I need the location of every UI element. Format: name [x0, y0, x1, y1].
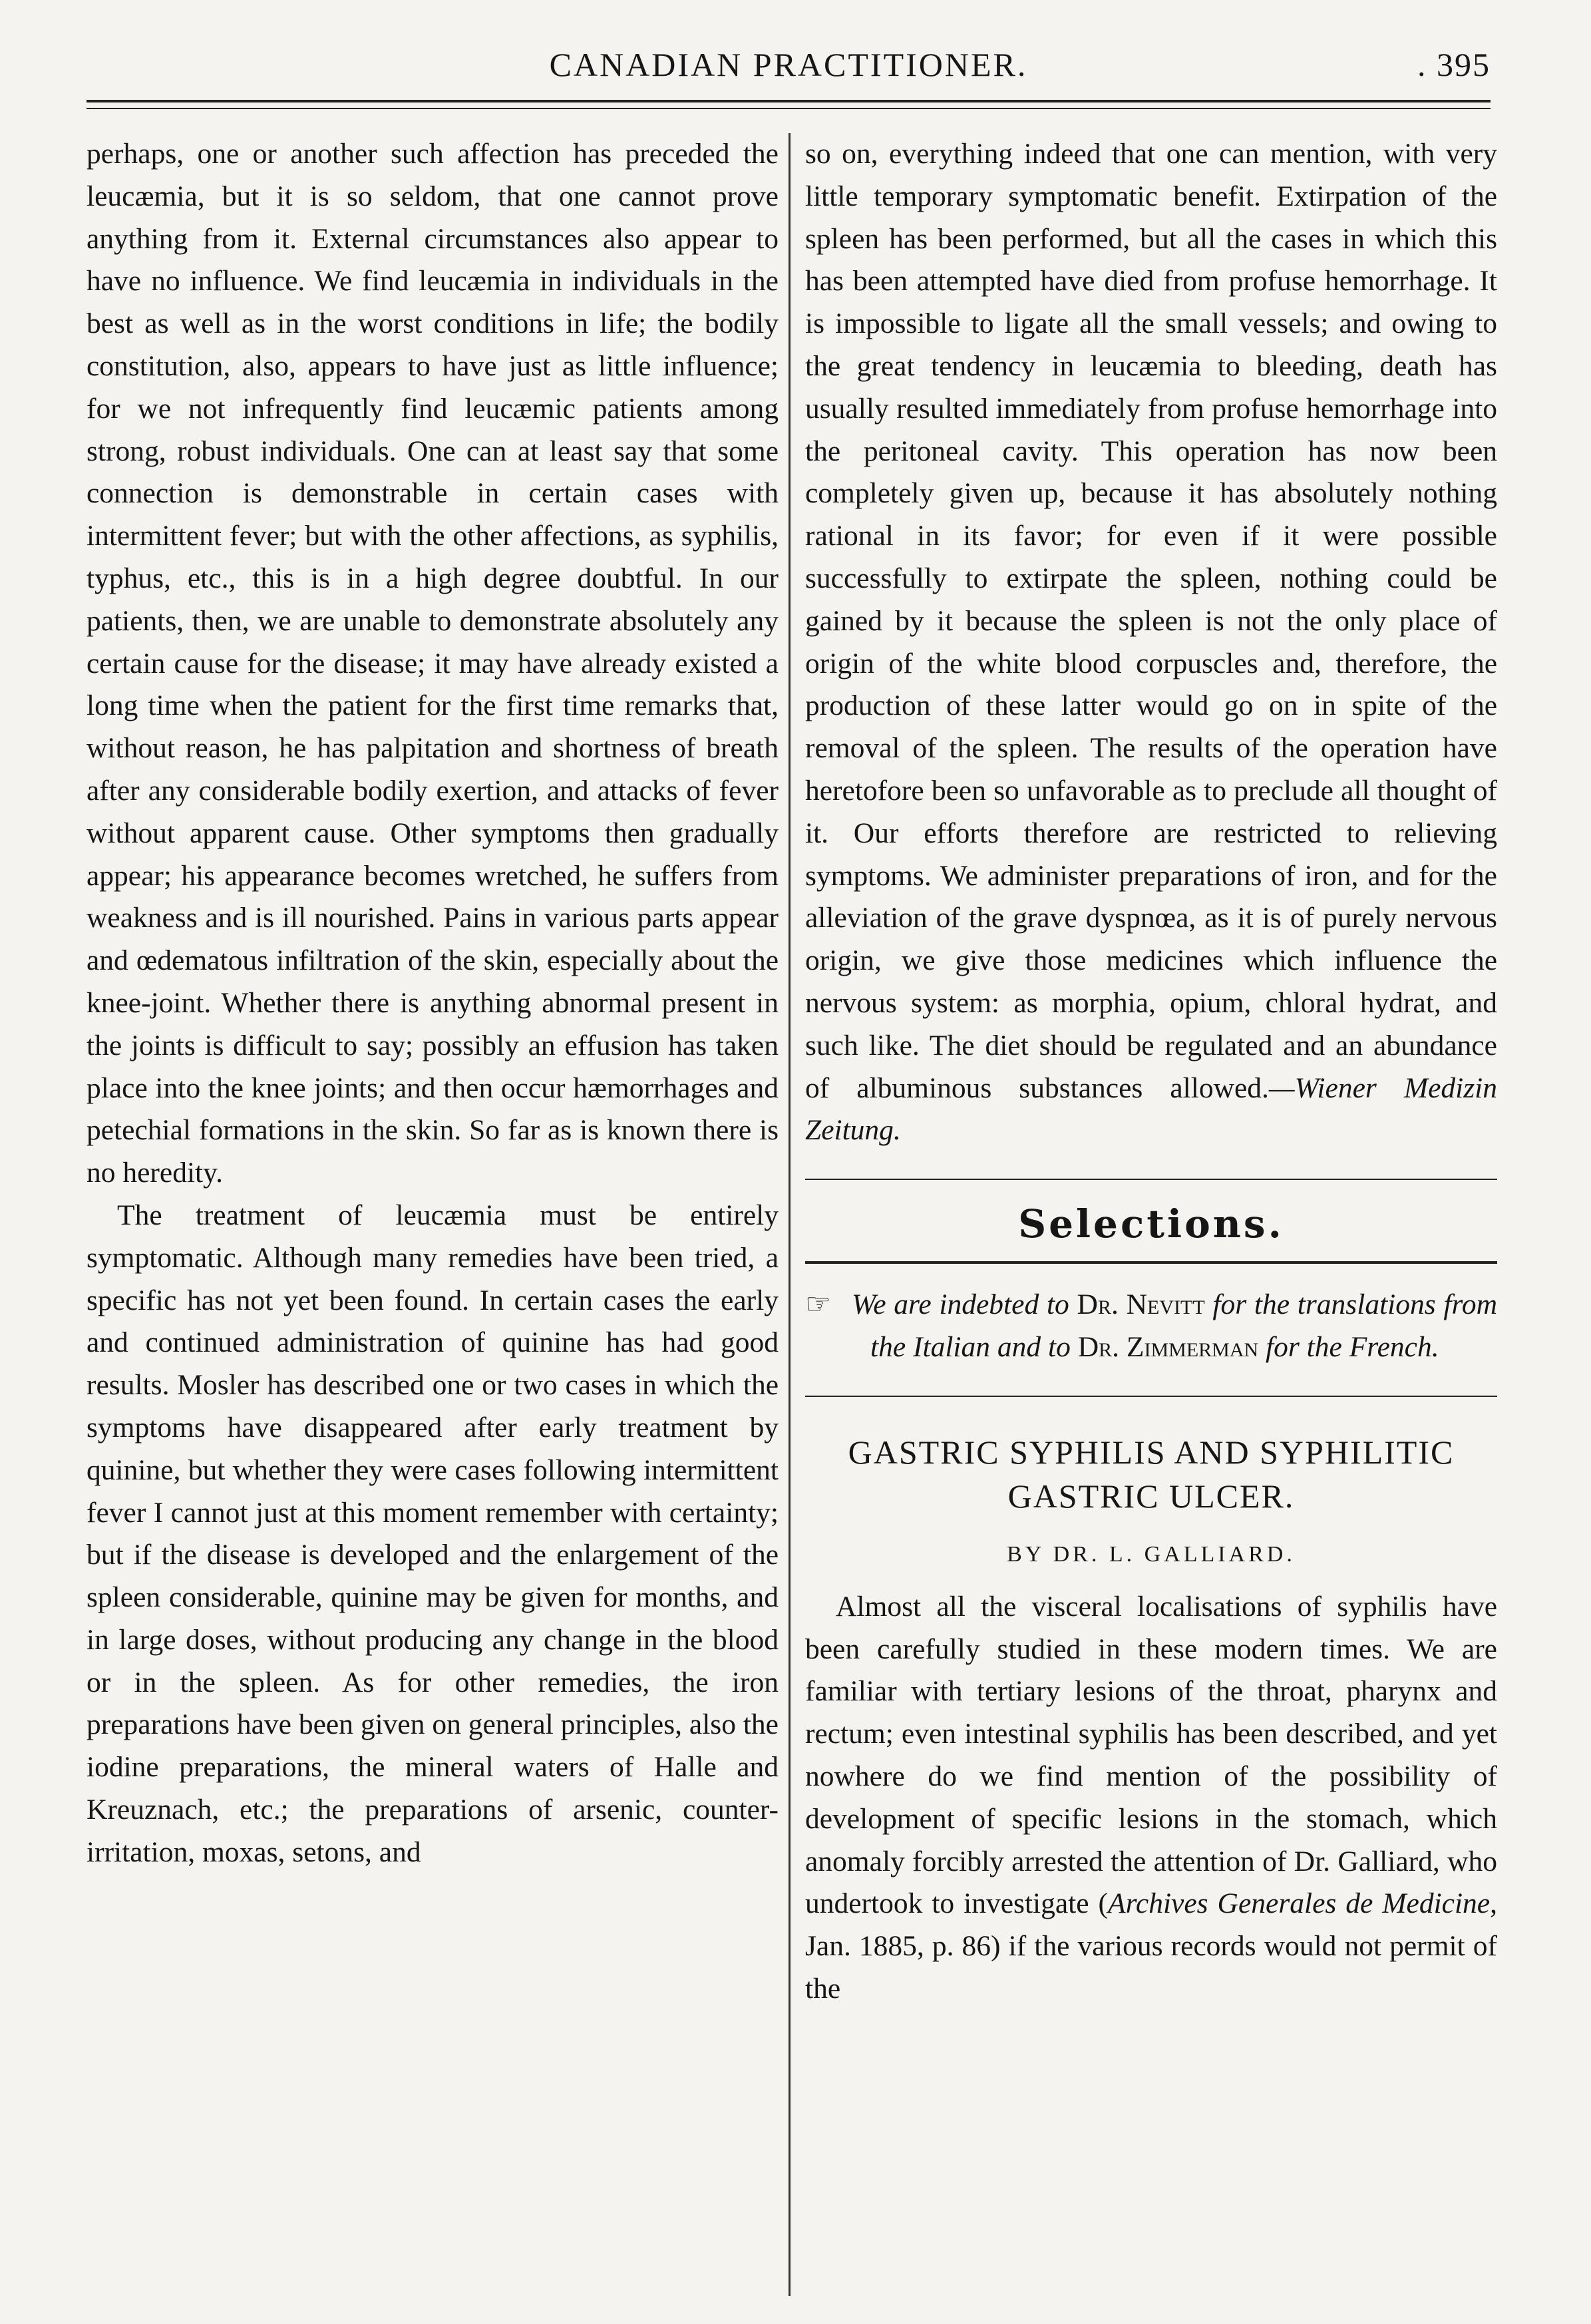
- page-number: . 395: [1417, 46, 1491, 83]
- source-citation: —Wiener Medizin Zeitung.: [805, 1071, 1497, 1147]
- note-doctor-1: Dr. Nevitt: [1077, 1288, 1205, 1321]
- right-paragraph-1: [805, 133, 1497, 1152]
- pointing-hand-icon: ☞: [805, 1288, 831, 1321]
- header-rule-thick: [87, 100, 1491, 102]
- note-text-a: We are indebted to: [852, 1288, 1069, 1321]
- left-column: [87, 133, 779, 2303]
- running-head: [87, 45, 1491, 98]
- journal-title: CANADIAN PRACTITIONER.: [549, 46, 1028, 83]
- editorial-note: [805, 1266, 1497, 1386]
- left-paragraph-1: perhaps, one or another such affection has preceded the leucæmia, but it is so seldom, that one cannot prove anything from it. External circumstances also appear to have no influence. We find leucæmia in individuals in the best as well as in the worst conditions in life; the bodily constitution, also, appears to have just as little influence; for we not infrequently find leucæmic patients among strong, robust individuals. One can at least say that some connection is demonstrable in certain cases with intermittent fever; but with the other affections, as syphilis, typhus, etc., this is in a high degree doubtful. In our patients, then, we are unable to demonstrate absolutely any certain cause for the disease; it may have already existed a long time when the patient for the first time remarks that, without reason, he has palpitation and shortness of breath after any considerable bodily exertion, and attacks of fever without apparent cause. Other symptoms then gradually appear; his appearance becomes wretched, he suffers from weakness and is ill nourished. Pains in various parts appear and œdematous infiltration of the skin, especially about the knee-joint. Whether there is anything abnormal present in the joints is difficult to say; possibly an effusion has taken place into the knee joints; and then occur hæmorrhages and petechial formations in the skin. So far as is known there is no heredity.: [87, 138, 779, 1189]
- article-title: GASTRIC SYPHILIS AND SYPHILITIC GASTRIC ULCER.: [848, 1433, 1455, 1515]
- article-byline: BY DR. L. GALLIARD.: [1007, 1541, 1296, 1567]
- section-heading: Selections.: [1018, 1201, 1284, 1247]
- right-column: [805, 133, 1497, 2303]
- right-paragraph-2: [805, 1586, 1497, 2011]
- note-text-c: for the French.: [1266, 1330, 1439, 1363]
- left-paragraph-2: The treatment of leucæmia must be entirely symptomatic. Although many remedies have been tried, a specific has not yet been found. In certain cases the early and continued administration of quinine has had good results. Mosler has described one or two cases in which the symptoms have disappeared after early treatment by quinine, but whether they were cases following intermittent fever I cannot just at this moment remember with certainty; but if the disease is developed and the enlargement of the spleen considerable, quinine may be given for months, and in large doses, without producing any change in the blood or in the spleen. As for other remedies, the iron preparations have been given on general principles, also the iodine preparations, the mineral waters of Halle and Kreuznach, etc.; the preparations of arsenic, counter-irritation, moxas, setons, and: [87, 1199, 779, 1868]
- right-paragraph-2-text-a: Almost all the visceral localisations of syphilis have been carefully studied in these modern times. We are familiar with tertiary lesions of the throat, pharynx and rectum; even intestinal syphilis has been described, and yet nowhere do we find mention of the possibility of development of specific lesions in the stomach, which anomaly forcibly arrested the attention of Dr. Galliard, who undertook to investigate (: [805, 1590, 1497, 1920]
- right-paragraph-2-text-b: , Jan. 1885, p. 86) if the various records would not permit of the: [805, 1887, 1497, 2005]
- section-rule-top: [805, 1179, 1497, 1180]
- right-paragraph-1-text: so on, everything indeed that one can mention, with very little temporary symptomatic benefit. Extirpation of the spleen has been performed, but all the cases in which this has been attempted have died from profuse hemorrhage. It is impossible to ligate all the small vessels; and owing to the great tendency in leucæmia to bleeding, death has usually resulted immediately from profuse hemorrhage into the peritoneal cavity. This operation has now been completely given up, because it has absolutely nothing rational in its favor; for even if it were possible successfully to extirpate the spleen, nothing could be gained by it because the spleen is not the only place of origin of the white blood corpuscles and, therefore, the production of these latter would go on in spite of the removal of the spleen. The results of the operation have heretofore been so unfavorable as to preclude all thought of it. Our efforts therefore are restricted to relieving symptoms. We administer preparations of iron, and for the alleviation of the grave dyspnœa, as it is of purely nervous origin, we give those medicines which influence the nervous system: as morphia, opium, chloral hydrat, and such like. The diet should be regulated and an abundance of albuminous substances allowed.: [805, 138, 1497, 1104]
- journal-citation: Archives Generales de Medicine: [1108, 1887, 1491, 1920]
- column-divider: [789, 133, 791, 2296]
- note-doctor-2: Dr. Zimmerman: [1077, 1330, 1259, 1363]
- note-rule: [805, 1396, 1497, 1397]
- note-text-b: for the translations from the Italian and to: [870, 1288, 1497, 1363]
- header-rule-thin: [87, 108, 1491, 109]
- section-rule-bottom: [805, 1261, 1497, 1264]
